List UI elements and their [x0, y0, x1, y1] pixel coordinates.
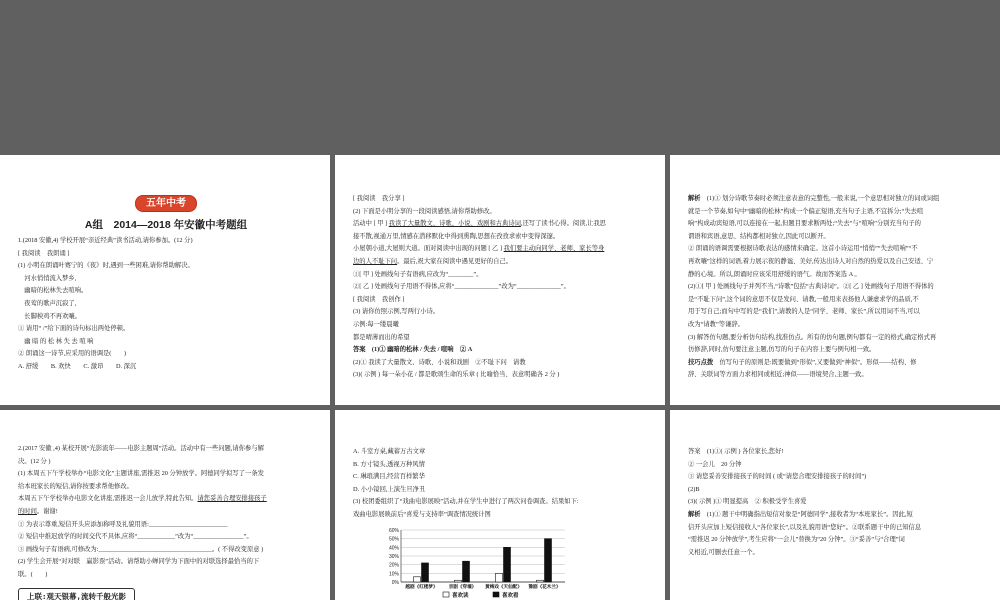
bar-read [537, 580, 544, 582]
text-line: (2)①[ 甲 ] 处画线句子并列不当,“诗歌”包括“古典诗词”。②[ 乙 ] 处画线句子用语不得体的 [688, 283, 934, 291]
text-line: ①[ 甲 ] 处画线句子有语病,应改为“________”。 [353, 270, 483, 278]
exam-page-5 [335, 410, 665, 600]
exam-page-3 [670, 155, 1000, 405]
text-line: 谓语和宾语,意思、结构都相对独立,因此可以断开。 [688, 232, 830, 240]
text-line [353, 243, 649, 256]
bar-watch [545, 538, 552, 581]
text-line: (3)( 示例 ) 每一朵小花 / 都是歌颂生命的乐章 ( 比喻恰当、表意明确各 2 分 ) [353, 371, 560, 379]
text-line: (3) 请你仿照示例,写两行小诗。 [353, 308, 440, 316]
text-line [353, 218, 649, 231]
text-line: (2) 下面是小明分享的一段阅读感悟,请你帮助修改。 [353, 207, 496, 215]
x-tick-label: 越剧《红楼梦》 [405, 583, 438, 589]
text-line: 戏曲电影展映前后“喜爱与支持率”调查情况统计图 [353, 510, 491, 518]
text-line: ②[ 乙 ] 处画线句子用语不得体,应将“______________”改为“______________”。 [353, 283, 570, 291]
text-line: 答案 (1)①( 示例 ) 各位家长,您好! [688, 448, 784, 455]
text-line [18, 493, 314, 506]
text-line: 幽 暗 的 松 林 失 去 喧 响 [18, 337, 94, 345]
text-line: 都是晴薄而出的希望 [353, 333, 410, 341]
text-line: 长脚秧鸡不再欢嚷。 [18, 312, 81, 320]
text-line: ② 一会儿 20 分钟 [688, 460, 742, 468]
text-line: 仿修辞,同时,仿句要注意主题,仿写的句子在内容上要与例句相一致。 [688, 346, 876, 354]
bar-watch [422, 562, 429, 581]
exam-page-6 [670, 410, 1000, 600]
text-line: (2)B [688, 485, 700, 493]
text-line: 给本班家长的短信,请你按要求帮他修改。 [18, 482, 133, 490]
text-line: (2)① 我读了大量散文、诗歌、小说和戏剧 ②不耻下问 请教 [353, 358, 526, 366]
text-line: 静的心境。所以,朗诵时应该采用舒缓的语气。故而答案选 A 。 [688, 270, 861, 278]
text-line: ③ 请您妥善安排接孩子的时间 ( 或“请您合理安排接孩子的时间”) [688, 473, 867, 481]
bar-read [414, 576, 421, 581]
text-line: [ 我阅读 我朗诵 ] [18, 249, 70, 257]
text-line: D. 小小镜回,上演生旦净丑 [353, 485, 426, 493]
legend-swatch [443, 592, 449, 597]
x-tick-label: 京剧《穿墙》 [448, 583, 477, 589]
text-line: (3) 校团委组织了“戏曲电影展映”活动,并在学生中进行了两次问卷调查。结果如下: [353, 498, 579, 506]
text-line: 幽暗的松林失去喧响。 [18, 287, 88, 295]
y-tick-label: 60% [388, 527, 399, 534]
bar-read [496, 573, 503, 582]
text-line: [ 我阅读 我创作 ] [353, 295, 405, 303]
underlined-text: 请您妥善合理安排接孩子 [197, 495, 267, 503]
text-segment: 活动中 [ 甲 ] [353, 220, 389, 228]
text-line [688, 509, 986, 522]
text-line: (2) 学生会开展“对对联 赢影票”活动。请帮助小蝉同学为下面中的对联选择最恰当的下 [18, 558, 260, 566]
text-line [688, 193, 986, 206]
text-line: ② 朗诵这一诗节,应采用的语调是( ) [18, 350, 127, 358]
text-line [353, 344, 649, 357]
text-line [18, 506, 314, 519]
text-line [688, 357, 986, 370]
text-line: A. 舒缓 B. 欢快 C. 激昂 D. 深沉 [18, 362, 137, 370]
text-line: ① 为表示尊重,短信开头应添加称呼及礼貌用语:_________________________ [18, 520, 228, 528]
text-line: 示例:每一缕晨曦 [353, 320, 399, 328]
text-segment: 解析 [688, 510, 701, 518]
x-tick-label: 豫剧《花木兰》 [528, 583, 561, 589]
text-line: C. 琳琅满目,经营百样繁华 [353, 473, 425, 481]
text-line: (3)( 示例 )① 明显提高 ② 积极受学生喜爱 [688, 498, 807, 506]
underlined-text: 边的人不耻下问 [353, 257, 398, 265]
text-line: (3) 解答仿句题,要分析仿句结构,找准仿点。所有的仿句题,例句都有一定的格式,确定格式再 [688, 333, 937, 341]
text-line: 响”构成动宾短语,可以连接在一起,但题目要求断两处;“失去”与“喧响”分别充当句子的 [688, 220, 921, 228]
page-title: A组 2014—2018 年安徽中考题组 [84, 219, 248, 231]
text-line: [ 我阅读 我分享 ] [353, 195, 405, 202]
text-line: ③ 画线句子有语病,可修改为:____________________________________。( 不得改变原意 ) [18, 545, 264, 553]
text-segment: (1)① 幽暗的松林 / 失去 / 喧响 ② A [371, 346, 473, 354]
text-line: (1) 小明在朗诵叶赛宁的《夜》时,遇到一些困难,请你帮助解决。 [18, 262, 194, 270]
text-segment: 解析 [688, 195, 707, 202]
text-line: 是“不耻下问”,这个词的意思不仅是发问、请教,一般用来表扬他人谦虚求学的品质,不 [688, 295, 919, 303]
text-line: 改为“请教”等谦辞。 [688, 320, 744, 328]
bar-watch [463, 561, 470, 582]
legend-label: 喜欢看 [502, 592, 519, 599]
legend-label: 喜欢读 [452, 592, 469, 599]
survey-bar-chart [373, 526, 603, 600]
text-segment: 本周五下午学校举办电影文化讲座,需推迟一会儿放学,特此告知。 [18, 495, 198, 503]
text-segment: 技巧点拨 [688, 358, 714, 366]
text-line [353, 256, 649, 269]
couplet-box: 上联:观天银幕,流转千般光影 [18, 588, 135, 600]
text-segment: 小屋朝小道,大屋则大道。面对阅读中出现的问题 [ 乙 ] [353, 245, 504, 253]
exam-page-4 [0, 410, 330, 600]
text-line: 就是一个节奏,如句中“幽暗的松林”构成一个偏正短语,充当句子主语,不宜拆分;“失去喧 [688, 207, 924, 215]
text-segment: 仿写句子的原则是:既要做到“形似”,又要做到“神似”。形似——结构、修 [713, 358, 917, 366]
underlined-text: 我们要主动向同学、老师、家长等身 [503, 245, 605, 253]
text-line: B. 方寸镜头,透视万种风情 [353, 460, 425, 468]
text-line: 辞、关联词等方面力求相同或相近;神似——语境契合,主题一致。 [688, 371, 868, 379]
y-tick-label: 20% [388, 562, 399, 569]
y-tick-label: 40% [388, 544, 399, 551]
text-line: 接不散,视通万里,情感在潜移默化中得到熏陶,思想在孜孜求索中变得深邃。 [353, 232, 560, 240]
text-line: 河水悄悄流入梦乡, [18, 274, 77, 282]
text-line: 1.(2018 安徽,4) 学校开展“亲近经典”读书活动,请你参加。(12 分) [18, 237, 193, 244]
section-badge: 五年中考 [135, 195, 197, 212]
text-line: 联。( ) [18, 570, 48, 578]
text-line: 再欢嚷”这样的词语,着力展示夜的静谧、美好,传达出诗人对自然的热爱以及自己安适、宁 [688, 257, 934, 265]
text-line: 信开头应加上短信接收人“各位家长”,以及礼貌用语“您好”。②联系题干中的已知信息 [688, 523, 922, 531]
text-line: A. 斗室方桌,藏蓄万古文章 [353, 448, 426, 455]
bar-read [455, 580, 462, 582]
y-tick-label: 10% [388, 570, 399, 577]
text-segment: 。最后,祝大家在阅读中遇见更好的自己。 [397, 257, 512, 265]
text-line: 义相近,可删去任意一个。 [688, 548, 759, 556]
x-tick-label: 黄梅戏《天仙配》 [485, 583, 522, 589]
text-segment: 。谢谢! [36, 507, 58, 515]
text-line: 2.(2017 安徽 ,4) 某校开展“光影流年——电影主题周”活动。活动中有一些问题,请你参与解 [18, 445, 264, 452]
text-segment: ,还写了读书心得。阅读,让我思 [520, 220, 606, 228]
text-line: ② 短信中推迟放学的时间交代不具体,应将“____________”改为“________________”。 [18, 533, 253, 541]
text-segment: (1)① 划分诗歌节奏时必须注意表意的完整性,一般来说,一个意思相对独立的词或词组 [706, 195, 940, 202]
text-segment: 答案 [353, 346, 372, 354]
text-line: ① 请用“ /”给下面的诗句标出两处停顿。 [18, 325, 130, 333]
text-line: 夜莺的歌声沉寂了, [18, 299, 77, 307]
exam-page-2 [335, 155, 665, 405]
text-line: 用于写自己;而句中写的是“我们”,请教的人是“同学、老师、家长”,所以用词不当,可以 [688, 308, 920, 316]
bar-watch [504, 547, 511, 582]
text-segment: (1)① 题干中明确指出短信对象是“阿德同学”,接收者为“本班家长”。因此,短 [700, 510, 913, 518]
text-line: “需推迟 20 分钟放学”,考生应将“一会儿”替换为“20 分钟”。③“妥善”与“合理”词 [688, 536, 905, 544]
underlined-text: 的时间 [18, 507, 37, 515]
text-line: (1) 本周五下午学校举办“电影文化”主题讲座,需推迟 20 分钟放学。阿德同学拟写了一条发 [18, 470, 264, 478]
y-tick-label: 50% [388, 536, 399, 543]
y-tick-label: 30% [388, 553, 399, 560]
exam-page-1 [0, 155, 330, 405]
text-line: ② 朗诵的语调需要根据诗歌表达的感情来确定。这首小诗运用“悄悄”“失去喧响”“不 [688, 245, 918, 253]
y-tick-label: 0% [391, 579, 399, 586]
legend-swatch [493, 592, 499, 597]
underlined-text: 我读了大量散文、诗歌、小说、戏剧和古典诗词 [388, 220, 521, 228]
text-line: 决。(12 分 ) [18, 457, 51, 465]
